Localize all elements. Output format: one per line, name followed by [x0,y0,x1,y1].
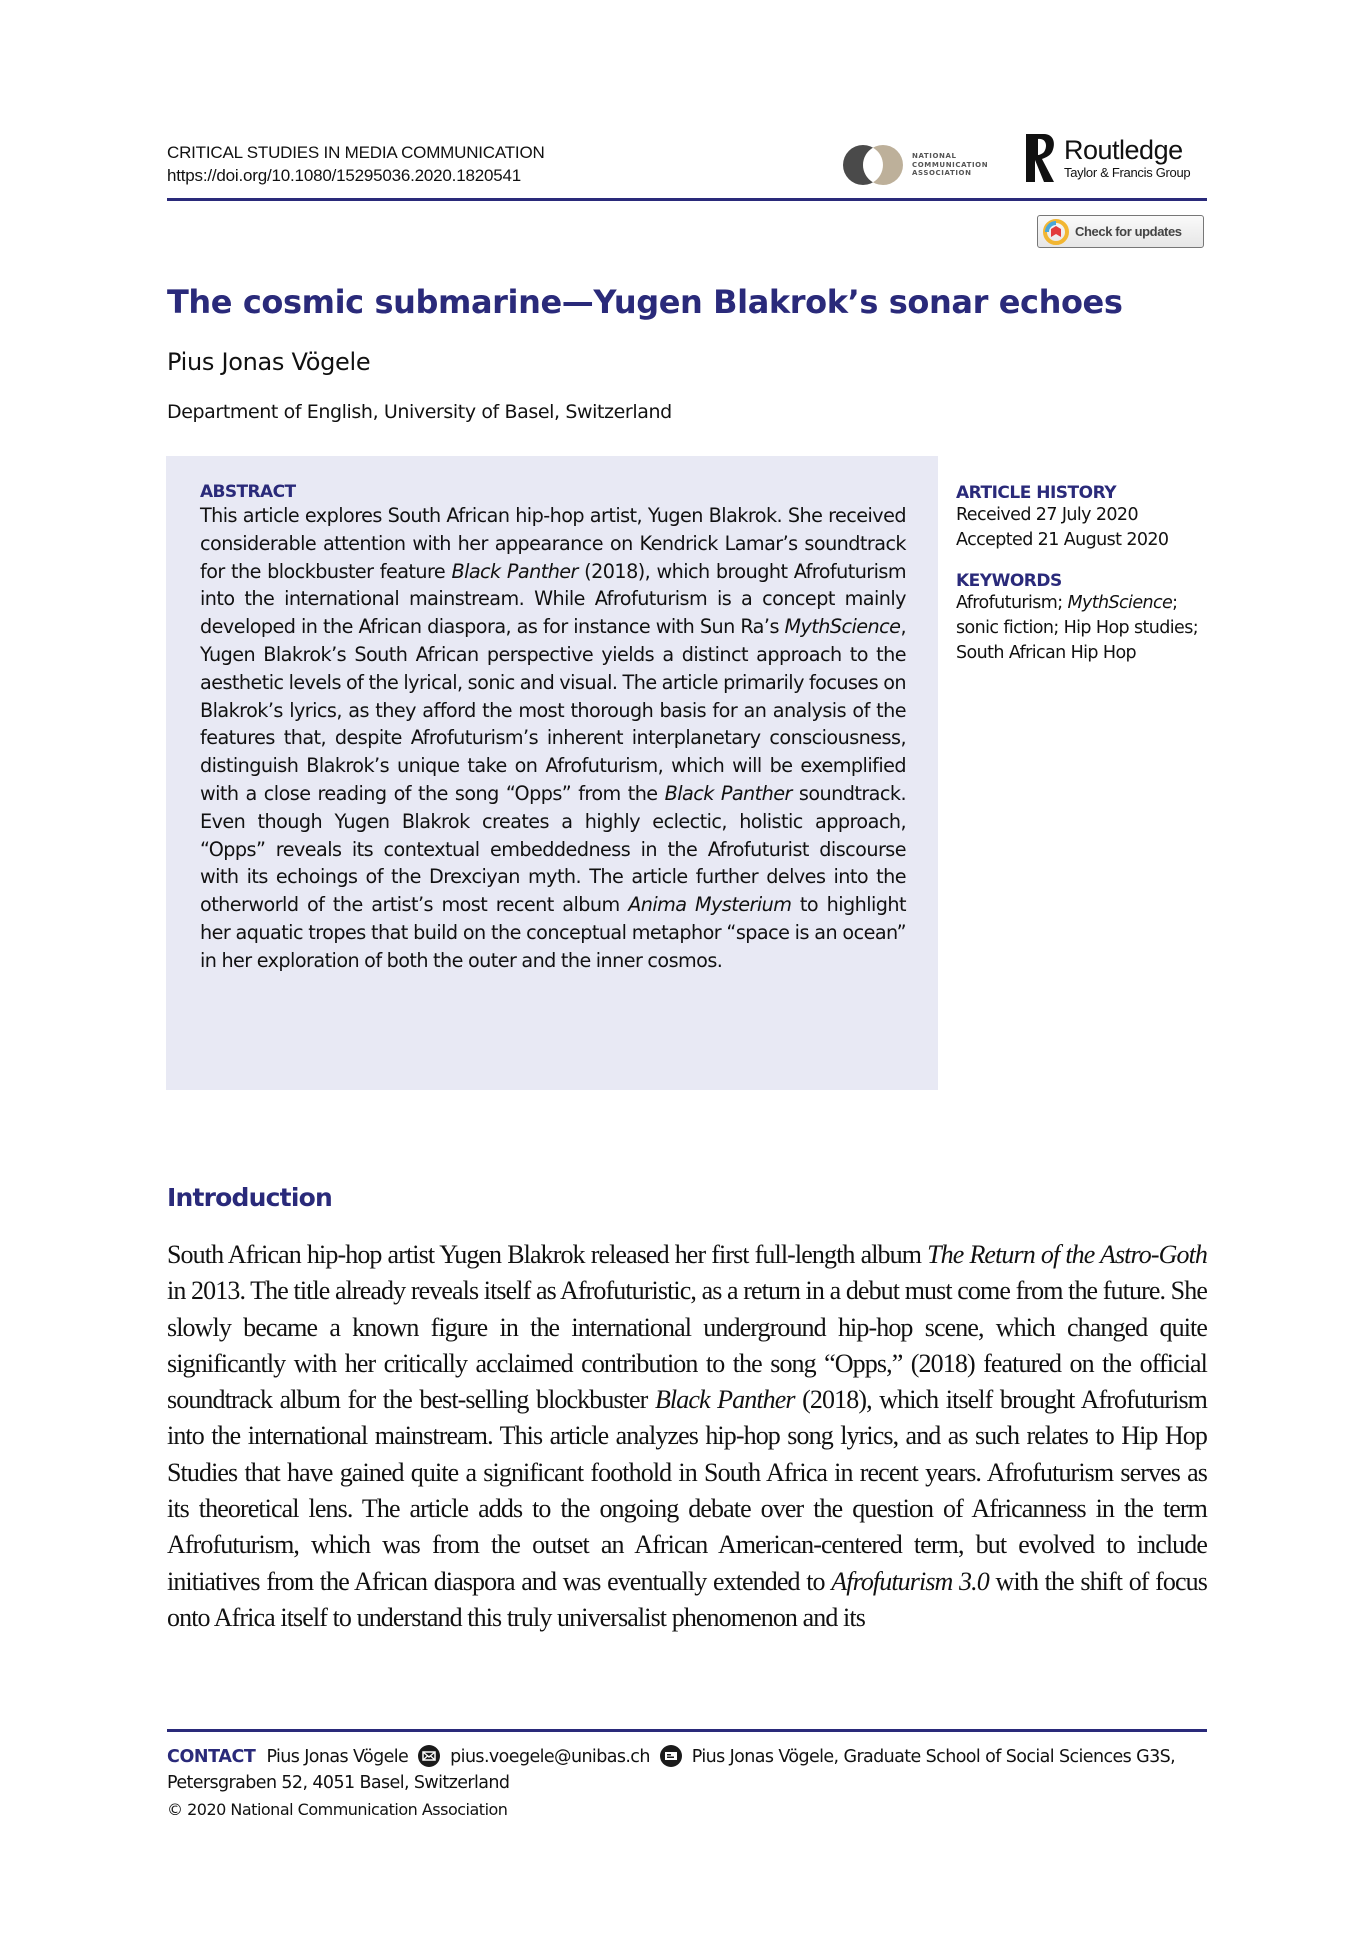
contact-email-link[interactable]: pius.voegele@unibas.ch [450,1747,650,1767]
received-date: Received 27 July 2020 [956,505,1138,525]
keywords-text-segment: ; sonic fiction; Hip Hop studies; South African Hip Hop [956,593,1199,663]
intro-italic-segment: Black Panther [654,1385,795,1415]
keywords-text-segment: Afrofuturism; [956,593,1068,613]
abstract-text-segment: to highlight her aquatic tropes that build on the conceptual metaphor “space is an ocean” in her exploration of both the outer and the inner cosmos. [200,893,907,972]
publisher-group: Taylor & Francis Group [1064,165,1191,180]
abstract-italic-segment: MythScience [784,615,901,639]
abstract-italic-segment: Anima Mysterium [628,893,792,917]
intro-text-segment: ( [794,1385,810,1415]
keywords-heading: KEYWORDS [956,571,1062,591]
check-for-updates-button[interactable] [1037,215,1204,248]
intro-italic-segment: The Return of the Astro-Goth [927,1240,1207,1269]
journal-header [167,141,545,187]
abstract-italic-segment: Black Panther [664,781,792,805]
nca-logo [842,140,988,190]
envelope-icon [418,1745,440,1767]
contact-block [167,1744,1212,1796]
header-divider [167,198,1207,201]
article-title: The cosmic submarine—Yugen Blakrok’s sonar echoes [167,283,1123,321]
citation-link[interactable]: 2013 [191,1276,240,1306]
journal-name: CRITICAL STUDIES IN MEDIA COMMUNICATION [167,143,545,162]
intro-text-segment: South African hip-hop artist Yugen Blakrok released her first full-length album [167,1240,928,1269]
crossmark-icon [1043,219,1069,245]
introduction-body [167,1237,1207,1636]
nca-rings-icon [842,144,904,186]
keywords-italic-segment: MythScience [1067,593,1173,613]
article-history-heading: ARTICLE HISTORY [956,483,1117,503]
intro-text-segment: ) featured on the official soundtrack album for the best-selling blockbuster [167,1348,1208,1415]
nca-logo-text: NATIONAL COMMUNICATION ASSOCIATION [912,152,989,178]
abstract-box [166,456,938,1090]
article-sidebar [956,483,1216,666]
intro-text-segment: in [167,1276,192,1306]
accepted-date: Accepted 21 August 2020 [956,530,1169,550]
address-card-icon [660,1745,682,1767]
publisher-name: Routledge [1064,135,1183,165]
intro-text-segment: ), which itself brought Afrofuturism into the international mainstream. This article analyzes hip-hop song lyrics, and as such relates to Hip Hop Studies that have gained quite a significant foothold in South Africa in recent years. Afrofuturism serves as its theoretical lens. The article adds to the ongoing debate over the question of Africanness in the term Afrofuturism, which was from the outset an African American-centered term, but evolved to include initiatives from the African diaspora and was eventually extended to [167,1385,1207,1596]
abstract-text-segment: (2018), which brought Afrofuturism into the international mainstream. While Afrofuturism is a concept mainly developed in the African diaspora, as for instance with Sun Ra’s [200,559,907,639]
doi-link[interactable]: https://doi.org/10.1080/15295036.2020.1820541 [167,166,521,185]
abstract-italic-segment: Black Panther [451,559,578,583]
intro-text-segment: . The title already reveals itself as Afrofuturistic, as a return in a debut must come from the future. She slowly became a known figure in the international underground hip-hop scene, which changed quite significantly with her critically acclaimed contribution to the song “Opps,” ( [167,1276,1207,1378]
contact-address: Pius Jonas Vögele, Graduate School of Social Sciences G3S, Petersgraben 52, 4051 Basel, Switzerland [167,1747,1176,1793]
abstract-text-segment: This article explores South African hip-hop artist, Yugen Blakrok. She received considerable attention with her appearance on Kendrick Lamar’s soundtrack for the blockbuster feature [200,504,906,583]
abstract-text-segment: , Yugen Blakrok’s South African perspective yields a distinct approach to the aesthetic levels of the lyrical, sonic and visual. The article primarily focuses on Blakrok’s lyrics, as they afford the most thorough basis for an analysis of the features that, despite Afrofuturism’s inherent interplanetary consciousness, distinguish Blakrok’s unique take on Afrofuturism, which will be exemplified with a close reading of the song “Opps” from the [200,615,906,805]
abstract-text-segment: soundtrack. Even though Yugen Blakrok creates a highly eclectic, holistic approach, “Opps” reveals its contextual embeddedness in the Afrofuturist discourse with its echoings of the Drexciyan myth. The article further delves into the otherworld of the artist’s most recent album [200,781,907,917]
contact-label: CONTACT [167,1747,256,1767]
author-name: Pius Jonas Vögele [167,348,371,376]
intro-text-segment: with the shift of focus onto Africa itself to understand this truly universalist phenomenon and its [167,1566,1207,1632]
abstract-text [200,502,906,975]
abstract-heading: ABSTRACT [200,482,296,502]
citation-link[interactable]: 2018 [918,1348,967,1378]
copyright-notice: © 2020 National Communication Association [167,1800,508,1819]
routledge-logo [1024,130,1190,186]
author-affiliation: Department of English, University of Basel, Switzerland [167,401,672,423]
keywords-list [956,591,1216,666]
routledge-r-icon [1024,130,1058,186]
intro-italic-segment: Afrofuturism 3.0 [831,1566,989,1596]
citation-link[interactable]: 2018 [809,1385,859,1415]
footer-divider [167,1729,1207,1732]
contact-name: Pius Jonas Vögele [266,1747,409,1767]
introduction-heading: Introduction [167,1183,332,1212]
check-for-updates-label: Check for updates [1075,224,1182,239]
